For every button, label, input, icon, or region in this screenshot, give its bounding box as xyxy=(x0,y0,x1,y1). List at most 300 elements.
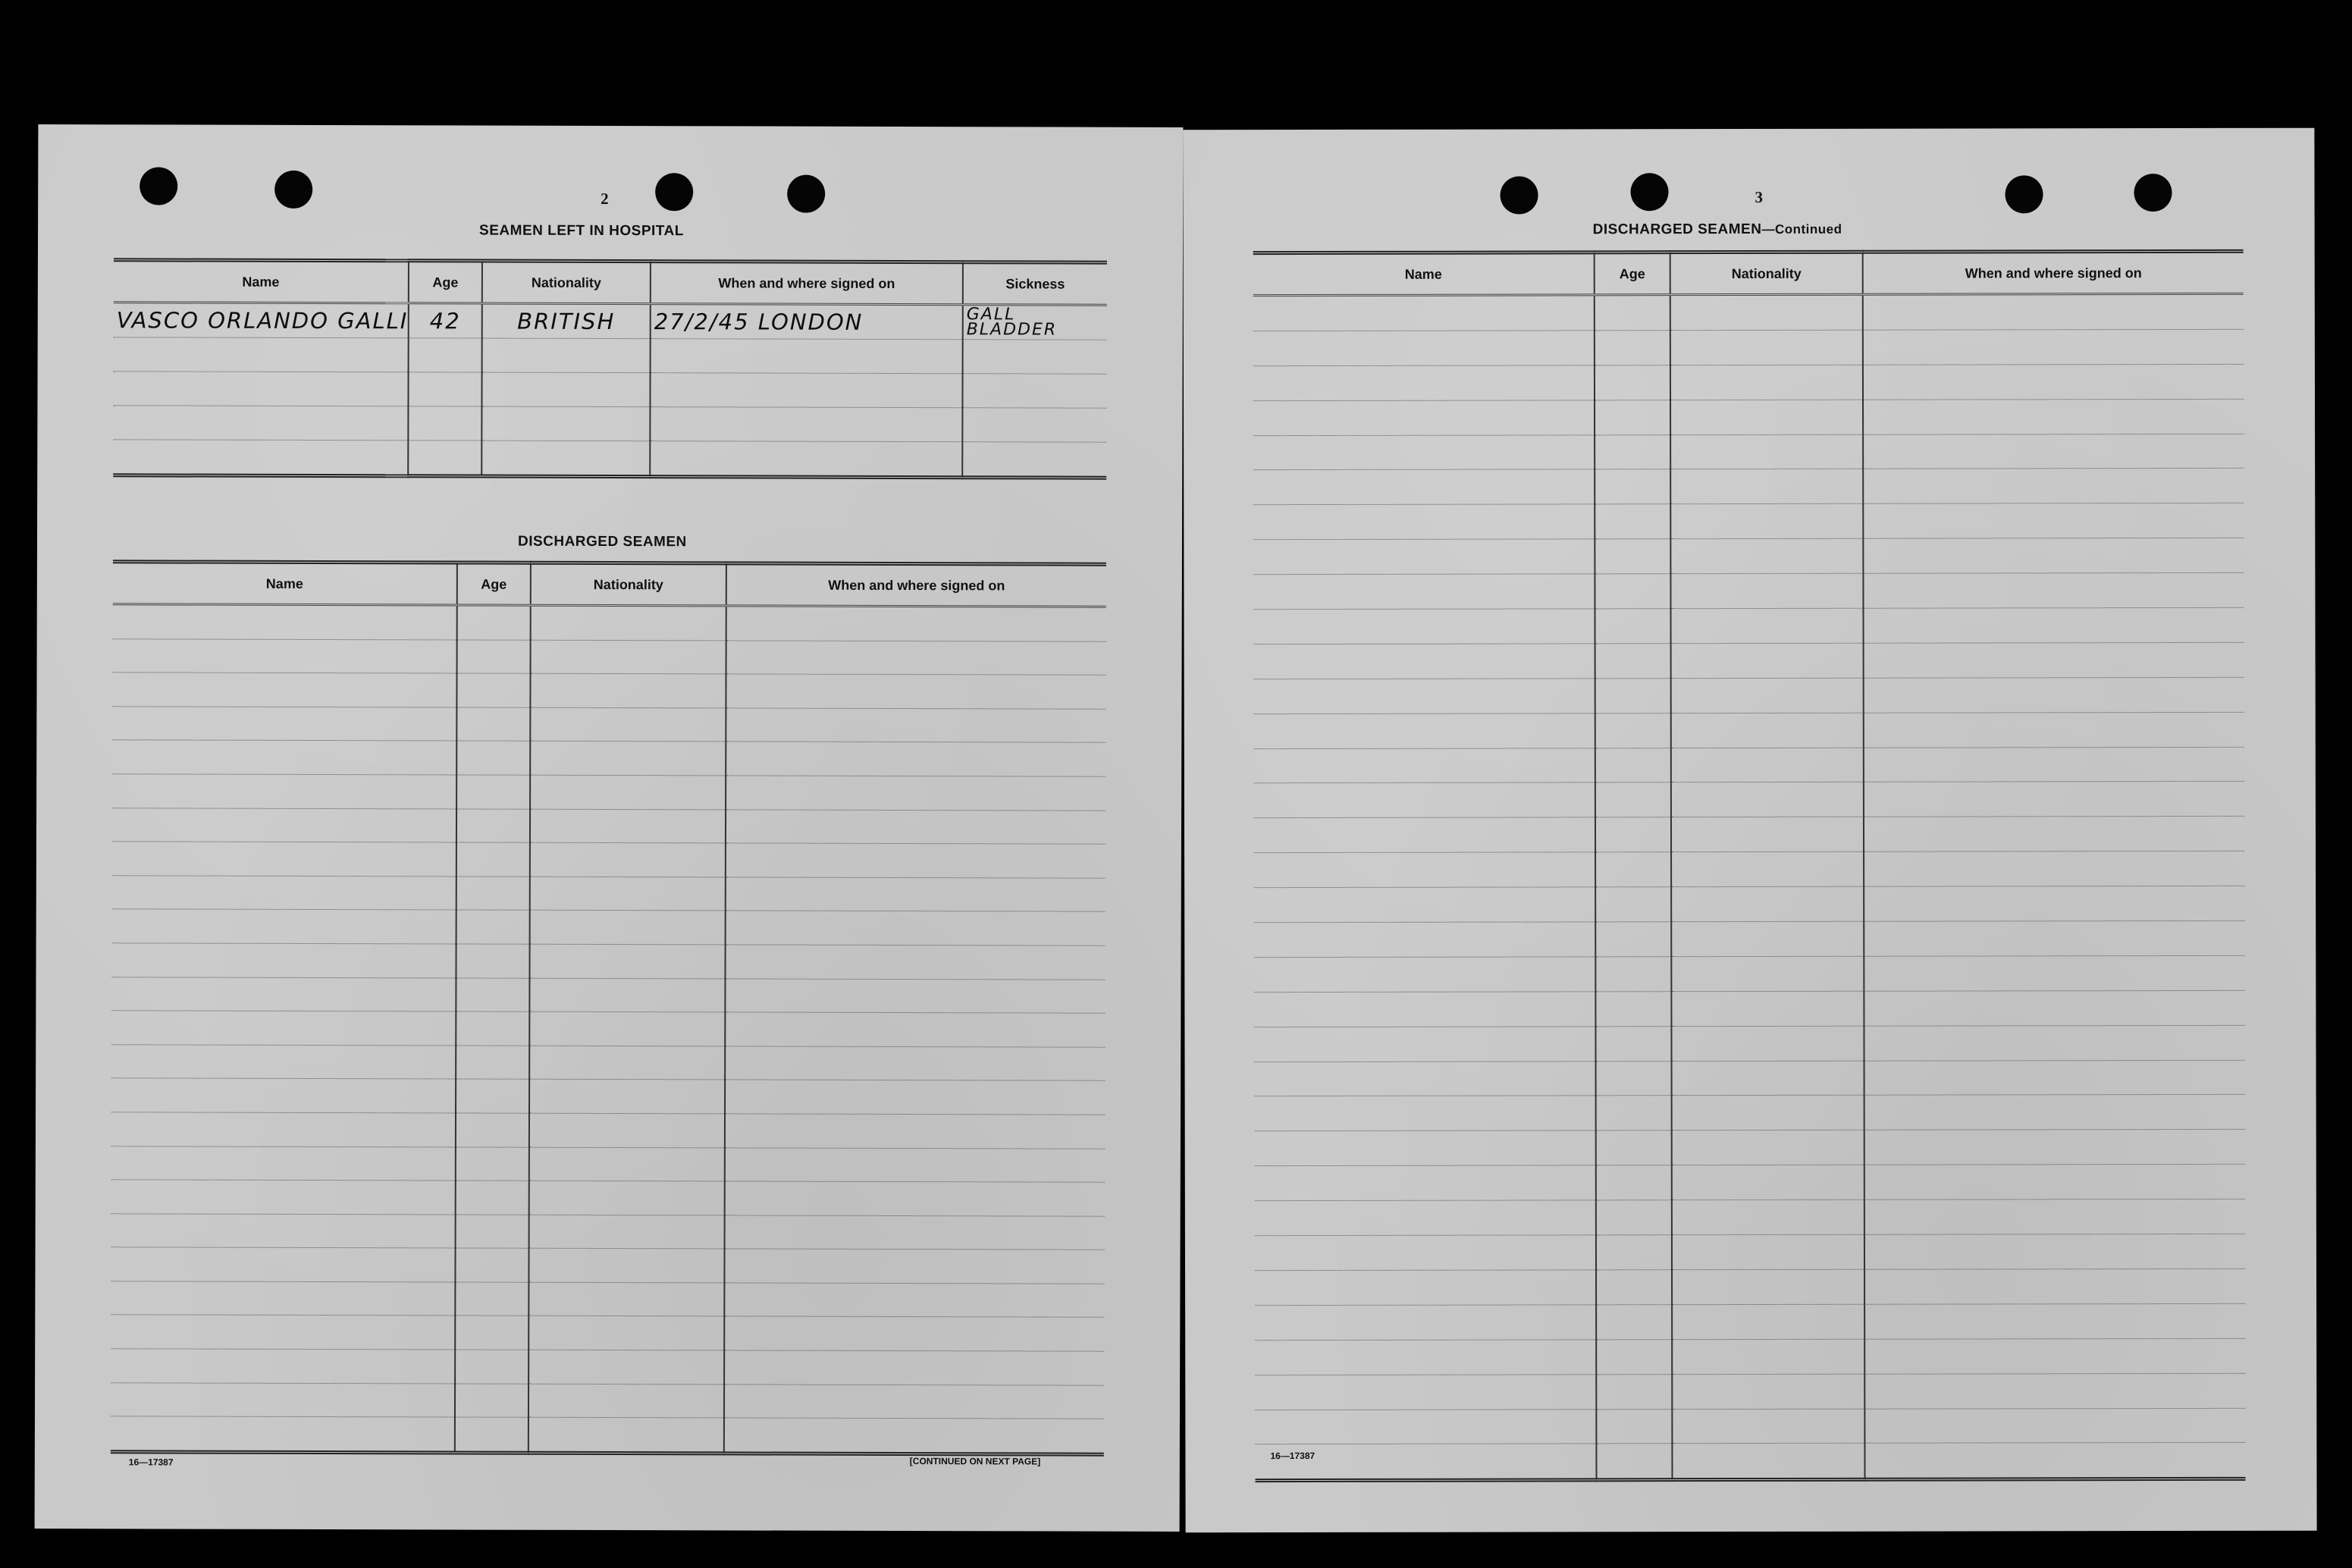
blank-cell xyxy=(1595,922,1671,957)
blank-cell xyxy=(1253,365,1595,401)
blank-cell xyxy=(1864,851,2244,887)
table-row xyxy=(1253,434,2244,470)
blank-cell xyxy=(1255,1409,1596,1444)
form-number: 16—17387 xyxy=(128,1457,174,1468)
blank-cell xyxy=(1864,1025,2244,1061)
blank-cell xyxy=(1864,712,2244,748)
blank-cell xyxy=(113,638,457,673)
blank-cell xyxy=(1253,331,1595,366)
blank-cell xyxy=(1595,1026,1671,1061)
blank-cell xyxy=(725,1215,1105,1250)
table-row xyxy=(1255,1408,2245,1444)
blank-cell xyxy=(725,1012,1105,1047)
blank-cell xyxy=(1672,1096,1864,1131)
blank-cell xyxy=(726,877,1105,912)
table-row xyxy=(113,638,1106,675)
continued-note: [CONTINUED ON NEXT PAGE] xyxy=(909,1456,1041,1467)
blank-cell xyxy=(1255,1305,1596,1341)
table-row xyxy=(1254,677,2244,713)
blank-cell xyxy=(1595,957,1671,992)
blank-cell xyxy=(1253,400,1595,436)
table-row xyxy=(113,440,1106,478)
blank-cell xyxy=(1595,991,1671,1026)
blank-cell xyxy=(1670,538,1863,573)
blank-cell xyxy=(1254,1027,1595,1062)
blank-cell xyxy=(1254,887,1595,923)
blank-cell xyxy=(1670,504,1863,539)
blank-cell xyxy=(725,1046,1105,1081)
table-row xyxy=(1254,712,2244,748)
blank-cell xyxy=(1255,1165,1596,1201)
blank-cell xyxy=(1255,1131,1596,1166)
table-row xyxy=(1254,817,2244,853)
blank-cell xyxy=(1671,678,1864,713)
blank-cell xyxy=(1864,990,2244,1026)
table-row xyxy=(1255,1130,2245,1166)
column-header-nationality: Nationality xyxy=(1670,252,1863,294)
table-row xyxy=(1254,990,2244,1027)
blank-cell xyxy=(1254,782,1595,818)
hospital-section-title: SEAMEN LEFT IN HOSPITAL xyxy=(479,222,684,240)
blank-cell xyxy=(529,1011,725,1046)
table-row xyxy=(111,1349,1104,1385)
blank-cell xyxy=(456,910,530,944)
blank-cell xyxy=(1864,1269,2245,1304)
blank-cell xyxy=(725,1080,1105,1115)
table-row xyxy=(111,1315,1104,1351)
blank-cell xyxy=(1672,1131,1864,1165)
table-row xyxy=(1255,1060,2245,1096)
blank-cell xyxy=(456,809,530,843)
blank-cell xyxy=(1671,956,1864,991)
blank-cell xyxy=(1863,607,2244,643)
blank-cell xyxy=(530,707,726,742)
blank-cell xyxy=(1671,921,1864,956)
blank-cell xyxy=(725,1147,1105,1182)
blank-cell xyxy=(724,1283,1104,1318)
left-discharged-table xyxy=(111,560,1106,1456)
blank-cell xyxy=(530,809,726,843)
blank-cell xyxy=(456,1181,529,1215)
blank-cell xyxy=(1595,434,1670,469)
column-header-age: Age xyxy=(1595,252,1670,295)
table-row xyxy=(113,372,1106,408)
discharged-continued-title xyxy=(1593,221,1842,239)
blank-cell xyxy=(456,741,530,775)
blank-cell xyxy=(1864,1373,2245,1409)
blank-cell xyxy=(1864,886,2244,922)
punch-hole xyxy=(787,175,825,213)
blank-cell xyxy=(724,1385,1104,1419)
blank-cell xyxy=(1595,400,1670,434)
blank-cell xyxy=(455,1316,528,1350)
blank-cell xyxy=(530,673,726,707)
blank-cell xyxy=(112,740,456,775)
blank-cell xyxy=(1595,469,1670,504)
blank-cell xyxy=(528,1350,724,1384)
table-row xyxy=(1255,1338,2245,1375)
column-header-nationality: Nationality xyxy=(482,261,651,304)
blank-cell xyxy=(528,1316,724,1350)
age-cell: 42 xyxy=(409,303,482,338)
blank-cell xyxy=(1863,469,2244,504)
blank-cell xyxy=(112,909,456,944)
blank-cell xyxy=(726,708,1105,743)
blank-cell xyxy=(530,842,726,877)
blank-cell xyxy=(1255,1200,1596,1236)
blank-cell xyxy=(1670,330,1863,365)
table-row xyxy=(1253,538,2244,575)
table-row xyxy=(1254,920,2244,957)
name-cell: VASCO ORLANDO GALLI xyxy=(114,303,409,338)
blank-cell xyxy=(1864,1338,2245,1374)
blank-cell xyxy=(1255,1444,1596,1481)
table-row xyxy=(1254,886,2244,923)
table-row xyxy=(1253,293,2244,331)
blank-cell xyxy=(529,1215,725,1249)
table-row xyxy=(111,1382,1104,1419)
blank-cell xyxy=(112,808,456,842)
blank-cell xyxy=(1864,642,2244,678)
blank-cell xyxy=(111,1045,456,1080)
blank-cell xyxy=(1864,920,2244,956)
blank-cell xyxy=(1864,1443,2245,1480)
blank-cell xyxy=(1671,782,1864,817)
blank-cell xyxy=(455,1350,528,1384)
blank-cell xyxy=(111,1247,455,1282)
table-row xyxy=(111,1213,1105,1250)
table-row xyxy=(112,673,1105,709)
blank-cell xyxy=(112,673,456,707)
column-header-age: Age xyxy=(409,261,482,303)
blank-cell xyxy=(1254,817,1595,853)
blank-cell xyxy=(456,775,530,809)
table-row xyxy=(1255,1234,2245,1270)
blank-cell xyxy=(456,1146,529,1181)
blank-cell xyxy=(1596,1339,1672,1374)
table-row xyxy=(111,1281,1104,1318)
blank-cell xyxy=(1595,817,1671,852)
blank-cell xyxy=(1595,713,1671,748)
table-row xyxy=(1255,1200,2245,1236)
blank-cell xyxy=(456,944,529,978)
table-row xyxy=(1253,364,2244,400)
table-row xyxy=(111,1180,1105,1216)
blank-cell xyxy=(1863,434,2244,469)
blank-cell xyxy=(725,978,1105,1013)
blank-cell xyxy=(1253,609,1595,644)
blank-cell xyxy=(726,674,1105,709)
blank-cell xyxy=(1253,539,1595,575)
blank-cell xyxy=(456,1011,529,1046)
blank-cell xyxy=(529,944,725,978)
column-header-signed-on: When and where signed on xyxy=(726,563,1106,607)
discharged-section-title: DISCHARGED SEAMEN xyxy=(517,533,687,550)
blank-cell xyxy=(529,1080,725,1114)
blank-cell xyxy=(726,809,1105,844)
blank-cell xyxy=(1596,1165,1672,1200)
column-header-name: Name xyxy=(113,562,457,605)
table-row xyxy=(1254,1025,2244,1062)
table-row xyxy=(1255,1269,2245,1305)
blank-cell xyxy=(1596,1131,1672,1165)
blank-cell xyxy=(1254,644,1595,679)
punch-hole xyxy=(1630,173,1668,211)
blank-cell xyxy=(531,640,726,674)
blank-cell xyxy=(1671,713,1864,748)
blank-cell xyxy=(1255,1061,1596,1096)
table-row xyxy=(113,604,1106,641)
sickness-cell: GALL BLADDER xyxy=(963,305,1107,340)
blank-cell xyxy=(1671,817,1864,852)
blank-cell xyxy=(456,673,530,707)
blank-cell xyxy=(528,1384,724,1418)
table-row xyxy=(112,842,1105,878)
blank-cell xyxy=(1863,399,2244,434)
blank-cell xyxy=(1670,365,1863,400)
table-row xyxy=(111,1416,1104,1454)
blank-cell xyxy=(1672,1234,1864,1269)
table-row xyxy=(1254,642,2244,679)
right-page xyxy=(1183,128,2316,1533)
blank-cell xyxy=(530,775,726,809)
blank-cell xyxy=(457,605,531,640)
blank-cell xyxy=(1596,1061,1672,1096)
blank-cell xyxy=(725,945,1105,980)
blank-cell xyxy=(530,877,726,911)
blank-cell xyxy=(1595,748,1671,782)
blank-cell xyxy=(1671,851,1864,886)
blank-cell xyxy=(1863,329,2244,365)
blank-cell xyxy=(1864,1234,2245,1269)
blank-cell xyxy=(111,943,456,978)
blank-cell xyxy=(1864,1130,2245,1165)
blank-cell xyxy=(1596,1200,1672,1235)
table-row xyxy=(111,1078,1105,1115)
blank-cell xyxy=(1672,1374,1864,1409)
blank-cell xyxy=(529,1046,725,1080)
blank-cell xyxy=(1596,1270,1672,1305)
blank-cell xyxy=(111,1180,456,1215)
blank-cell xyxy=(1595,609,1670,644)
table-row xyxy=(1253,399,2244,435)
blank-cell xyxy=(111,977,456,1011)
blank-cell xyxy=(1864,1165,2245,1200)
blank-cell xyxy=(1863,538,2244,574)
table-row xyxy=(1254,782,2244,818)
blank-cell xyxy=(1672,1165,1864,1200)
blank-cell xyxy=(1670,573,1863,608)
blank-cell xyxy=(726,606,1106,641)
punch-hole xyxy=(140,167,177,205)
blank-cell xyxy=(724,1418,1104,1454)
blank-cell xyxy=(111,1315,455,1350)
page-number: 3 xyxy=(1755,187,1764,206)
blank-cell xyxy=(111,1011,456,1046)
blank-cell xyxy=(111,1078,456,1113)
blank-cell xyxy=(455,1417,528,1453)
punch-hole xyxy=(1500,176,1538,214)
blank-cell xyxy=(1595,678,1671,713)
table-row xyxy=(111,1247,1104,1284)
blank-cell xyxy=(724,1350,1104,1385)
blank-cell xyxy=(1595,887,1671,922)
blank-cell xyxy=(1672,1304,1864,1339)
table-row xyxy=(114,337,1107,374)
blank-cell xyxy=(111,1281,455,1316)
table-row xyxy=(112,808,1105,844)
blank-cell xyxy=(1595,574,1670,609)
blank-cell xyxy=(457,640,531,674)
table-row xyxy=(1255,1443,2245,1481)
blank-cell xyxy=(1670,608,1863,643)
blank-cell xyxy=(1671,643,1864,678)
blank-cell xyxy=(528,1282,724,1316)
column-header-sickness: Sickness xyxy=(963,262,1107,305)
blank-cell xyxy=(456,1113,529,1147)
blank-cell xyxy=(528,1417,724,1453)
table-row xyxy=(111,977,1105,1013)
blank-cell xyxy=(1864,1408,2245,1444)
table-row xyxy=(111,1112,1105,1149)
section-title-main: DISCHARGED SEAMEN xyxy=(1592,221,1762,238)
blank-cell xyxy=(455,1248,528,1282)
column-header-signed-on: When and where signed on xyxy=(651,262,963,305)
blank-cell xyxy=(1595,539,1670,574)
blank-cell xyxy=(1671,991,1864,1026)
blank-cell xyxy=(726,742,1105,776)
blank-cell xyxy=(1670,434,1863,469)
blank-cell xyxy=(456,1079,529,1113)
blank-cell xyxy=(726,911,1105,946)
punch-hole xyxy=(274,171,312,209)
blank-cell xyxy=(1864,677,2244,713)
blank-cell xyxy=(1596,1409,1672,1444)
blank-cell xyxy=(530,742,726,776)
blank-cell xyxy=(456,842,530,877)
blank-cell xyxy=(529,1113,725,1147)
table-row xyxy=(1255,1373,2245,1410)
table-row xyxy=(112,707,1105,743)
blank-cell xyxy=(528,1249,724,1283)
blank-cell xyxy=(1864,747,2244,782)
blank-cell xyxy=(1864,817,2244,852)
page-number: 2 xyxy=(601,189,609,208)
blank-cell xyxy=(1596,1305,1672,1340)
blank-cell xyxy=(111,1112,456,1147)
blank-cell xyxy=(1254,957,1595,993)
table-row xyxy=(1253,503,2244,540)
column-header-name: Name xyxy=(114,260,409,303)
blank-cell xyxy=(1671,886,1864,921)
blank-cell xyxy=(1595,852,1671,887)
table-row xyxy=(1254,955,2244,992)
blank-cell xyxy=(1255,1235,1596,1271)
punch-hole xyxy=(2134,174,2172,212)
right-discharged-table xyxy=(1253,249,2246,1483)
blank-cell xyxy=(1595,782,1671,817)
blank-cell xyxy=(1254,992,1595,1027)
blank-cell xyxy=(455,1282,528,1316)
blank-cell xyxy=(1670,400,1863,434)
blank-cell xyxy=(725,1181,1105,1216)
blank-cell xyxy=(1254,922,1595,958)
blank-cell xyxy=(1671,1026,1864,1061)
blank-cell xyxy=(1864,1200,2245,1235)
blank-cell xyxy=(1863,572,2244,608)
blank-cell xyxy=(1672,1409,1864,1444)
blank-cell xyxy=(455,1384,528,1418)
blank-cell xyxy=(1255,1096,1596,1131)
blank-cell xyxy=(726,776,1105,811)
nationality-cell: BRITISH xyxy=(482,303,651,339)
blank-cell xyxy=(1863,364,2244,400)
blank-cell xyxy=(1672,1200,1864,1234)
blank-cell xyxy=(1863,503,2244,539)
table-row xyxy=(111,943,1105,980)
blank-cell xyxy=(529,978,725,1012)
blank-cell xyxy=(111,1213,456,1248)
blank-cell xyxy=(529,1147,725,1181)
table-row xyxy=(112,774,1105,811)
table-row xyxy=(112,740,1105,776)
table-row xyxy=(111,1045,1105,1081)
blank-cell xyxy=(1595,365,1670,400)
table-row xyxy=(113,406,1106,442)
blank-cell xyxy=(1672,1444,1864,1480)
blank-cell xyxy=(111,1349,455,1384)
blank-cell xyxy=(1670,294,1863,330)
blank-cell xyxy=(1670,469,1863,504)
table-row xyxy=(1254,747,2244,783)
blank-cell xyxy=(531,605,726,640)
column-header-age: Age xyxy=(457,563,531,605)
blank-cell xyxy=(456,707,530,742)
blank-cell xyxy=(456,1215,529,1249)
blank-cell xyxy=(1254,679,1595,714)
column-header-signed-on: When and where signed on xyxy=(1863,251,2244,294)
table-row xyxy=(1253,329,2244,365)
blank-cell xyxy=(456,1046,529,1080)
blank-cell xyxy=(1253,295,1595,331)
signed-on-cell: 27/2/45 LONDON xyxy=(651,304,963,340)
blank-cell xyxy=(111,1146,456,1181)
table-row xyxy=(112,909,1105,946)
blank-cell xyxy=(112,842,456,877)
blank-cell xyxy=(111,1416,455,1453)
blank-cell xyxy=(1864,1095,2245,1131)
table-row xyxy=(1254,851,2244,888)
blank-cell xyxy=(1254,852,1595,888)
blank-cell xyxy=(1672,1339,1864,1374)
table-row xyxy=(1253,607,2244,644)
section-title-suffix: —Continued xyxy=(1761,221,1842,237)
hospital-table xyxy=(113,258,1107,479)
blank-cell xyxy=(1595,295,1670,331)
blank-cell xyxy=(112,707,456,742)
punch-hole xyxy=(2005,175,2043,213)
blank-cell xyxy=(456,978,529,1012)
blank-cell xyxy=(1253,504,1595,540)
table-row xyxy=(111,1011,1105,1047)
blank-cell xyxy=(1672,1269,1864,1304)
blank-cell xyxy=(1672,1061,1864,1096)
blank-cell xyxy=(111,1382,455,1417)
left-page xyxy=(35,124,1184,1532)
blank-cell xyxy=(456,877,530,911)
blank-cell xyxy=(726,843,1105,878)
table-row xyxy=(1255,1303,2245,1340)
